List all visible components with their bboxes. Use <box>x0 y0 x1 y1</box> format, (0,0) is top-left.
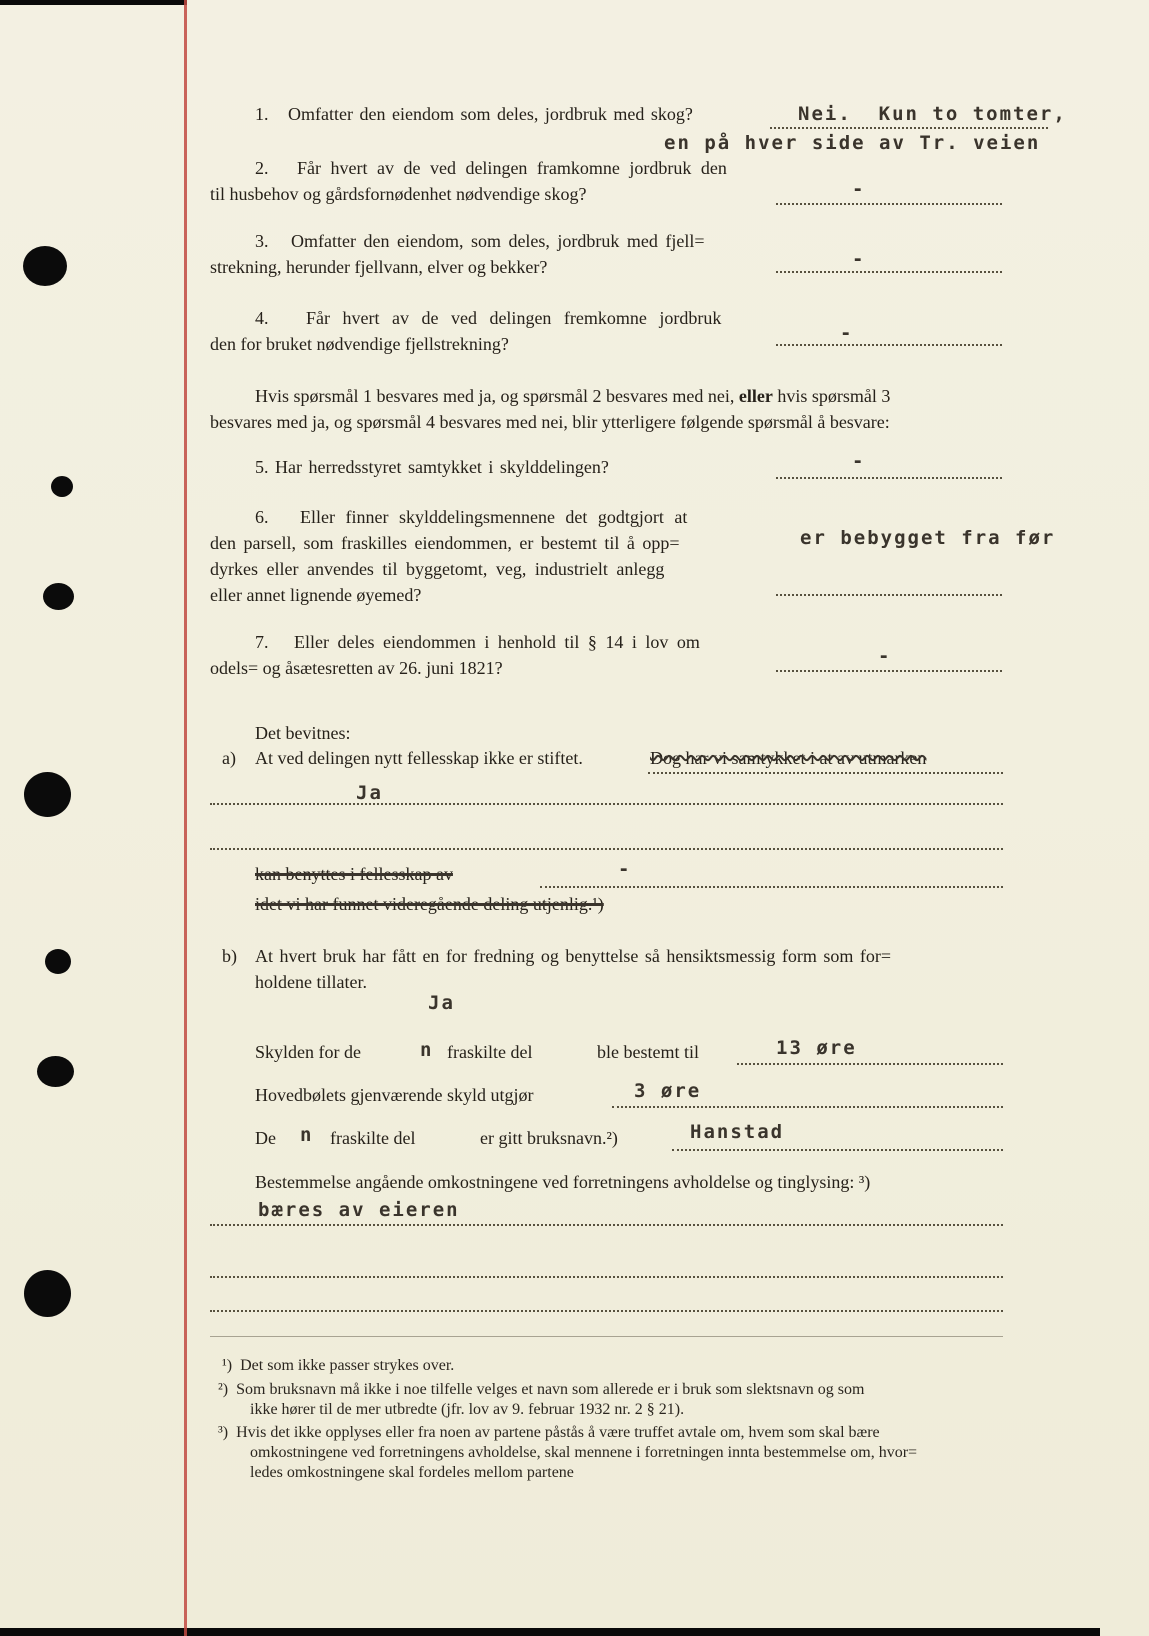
question-2-line2: til husbehov og gårdsfornødenhet nødvendige skog? <box>210 184 587 204</box>
answer-line-struck1 <box>540 886 1003 888</box>
punch-hole <box>23 246 67 286</box>
punch-hole <box>24 772 71 817</box>
question-7-answer: - <box>878 645 892 667</box>
skyld-row3-inserted-n: n <box>300 1124 314 1146</box>
punch-hole <box>45 949 71 974</box>
attest-heading: Det bevitnes: <box>255 723 351 743</box>
question-7-line1: 7. Eller deles eiendommen i henhold til § 14 i lov om <box>255 632 700 652</box>
conditional-note-line1-post: hvis spørsmål 3 <box>772 386 891 406</box>
answer-line-costs3 <box>210 1310 1003 1312</box>
conditional-note-line1 <box>255 386 890 407</box>
question-7-line2: odels= og åsætesretten av 26. juni 1821? <box>210 658 503 678</box>
attest-b-label: b) <box>222 946 237 966</box>
question-1-answer-line2: en på hver side av Tr. veien <box>664 132 1041 154</box>
footnote-3-line3: ledes omkostningene skal fordeles mellom partene <box>250 1464 574 1481</box>
conditional-note-line2: besvares med ja, og spørsmål 4 besvares med nei, blir ytterligere følgende spørsmål å besvare: <box>210 412 890 432</box>
margin-rule-line <box>184 0 187 1636</box>
conditional-note-line1-pre: Hvis spørsmål 1 besvares med ja, og spørsmål 2 besvares med nei, <box>255 386 739 406</box>
question-6-answer: er bebygget fra før <box>800 527 1056 549</box>
answer-line-q4 <box>776 344 1002 346</box>
question-3-answer: - <box>852 248 866 270</box>
footnote-2-line1: ²) Som bruksnavn må ikke i noe tilfelle velges et navn som allerede er i bruk som slektsnavn og som <box>218 1381 865 1398</box>
skyld-row1-answer: 13 øre <box>776 1037 857 1059</box>
conditional-note-line1-bold: eller <box>738 386 773 406</box>
answer-line-a-full2 <box>210 848 1003 850</box>
answer-line-skyld3 <box>672 1149 1003 1151</box>
skyld-row3-part2: fraskilte del <box>330 1128 416 1148</box>
skyld-row3-answer: Hanstad <box>690 1121 785 1143</box>
attest-b-line2: holdene tillater. <box>255 972 367 992</box>
attest-a-struck-text: Dog har vi samtykket i at av utmarken <box>650 748 927 768</box>
question-6-line2: den parsell, som fraskilles eiendommen, er bestemt til å opp= <box>210 533 680 553</box>
question-4-answer: - <box>840 322 854 344</box>
attest-b-line1: At hvert bruk har fått en for fredning og benyttelse så hensiktsmessig form som for= <box>255 946 892 966</box>
answer-line-q7 <box>776 670 1002 672</box>
attest-a-answer: Ja <box>356 782 383 804</box>
question-6-line3: dyrkes eller anvendes til byggetomt, veg, industrielt anlegg <box>210 559 665 579</box>
answer-line-q2 <box>776 203 1002 205</box>
answer-line-a-right <box>648 772 1003 774</box>
attest-b-answer: Ja <box>428 992 455 1014</box>
skyld-row1-inserted-n: n <box>420 1039 434 1061</box>
footnote-2-line2: ikke hører til de mer utbredte (jfr. lov av 9. februar 1932 nr. 2 § 21). <box>250 1401 685 1418</box>
attest-struck-line1-answer: - <box>618 858 632 880</box>
footnote-3-line1: ³) Hvis det ikke opplyses eller fra noen av partene påstås å være truffet avtale om, hvem som skal bære <box>218 1424 880 1441</box>
skyld-row3-part1: De <box>255 1128 276 1148</box>
attest-struck-line1: kan benyttes i fellesskap av <box>255 864 453 884</box>
answer-line-costs2 <box>210 1276 1003 1278</box>
answer-line-q1 <box>770 127 1048 129</box>
answer-line-skyld2 <box>612 1106 1003 1108</box>
answer-line-q3 <box>776 271 1002 273</box>
attest-struck-line2: idet vi har funnet videregående deling utjenlig.¹) <box>255 894 604 914</box>
punch-hole <box>37 1056 74 1087</box>
scan-edge-bottom <box>0 1628 1100 1636</box>
question-6-line4: eller annet lignende øyemed? <box>210 585 422 605</box>
footnote-separator-line <box>210 1336 1003 1337</box>
costs-answer: bæres av eieren <box>258 1199 460 1221</box>
question-2-line1: 2. Får hvert av de ved delingen framkomne jordbruk den <box>255 158 727 178</box>
question-6-line1: 6. Eller finner skylddelingsmennene det godtgjort at <box>255 507 688 527</box>
question-4-line1: 4. Får hvert av de ved delingen fremkomne jordbruk <box>255 308 722 328</box>
answer-line-q5 <box>776 477 1002 479</box>
question-2-answer: - <box>852 178 866 200</box>
attest-a-text: At ved delingen nytt fellesskap ikke er stiftet. <box>255 748 583 768</box>
skyld-row1-part1: Skylden for de <box>255 1042 361 1062</box>
question-4-line2: den for bruket nødvendige fjellstrekning? <box>210 334 509 354</box>
question-3-line2: strekning, herunder fjellvann, elver og bekker? <box>210 257 548 277</box>
skyld-row1-part3: ble bestemt til <box>597 1042 699 1062</box>
answer-line-q6 <box>776 594 1002 596</box>
question-1-answer-line1: Nei. Kun to tomter, <box>798 103 1067 125</box>
answer-line-skyld1 <box>737 1063 1003 1065</box>
answer-line-costs1 <box>210 1224 1003 1226</box>
punch-hole <box>51 476 73 497</box>
skyld-row1-part2: fraskilte del <box>447 1042 533 1062</box>
question-5-answer: - <box>852 450 866 472</box>
skyld-row2-answer: 3 øre <box>634 1080 702 1102</box>
attest-a-label: a) <box>222 748 236 768</box>
question-1-text: 1. Omfatter den eiendom som deles, jordbruk med skog? <box>255 104 693 124</box>
skyld-row3-part3: er gitt bruksnavn.²) <box>480 1128 618 1148</box>
answer-line-a-full1 <box>210 803 1003 805</box>
footnote-3-line2: omkostningene ved forretningens avholdelse, skal mennene i forretningen innta bestemmelse om, hvor= <box>250 1444 918 1461</box>
question-5-text: 5. Har herredsstyret samtykket i skylddelingen? <box>255 457 609 477</box>
skyld-row2-text: Hovedbølets gjenværende skyld utgjør <box>255 1085 534 1105</box>
scan-edge-top <box>0 0 187 5</box>
costs-text: Bestemmelse angående omkostningene ved forretningens avholdelse og tinglysing: ³) <box>255 1172 871 1192</box>
punch-hole <box>43 583 74 610</box>
question-3-line1: 3. Omfatter den eiendom, som deles, jordbruk med fjell= <box>255 231 705 251</box>
punch-hole <box>24 1270 71 1317</box>
footnote-1: ¹) Det som ikke passer strykes over. <box>222 1357 455 1374</box>
